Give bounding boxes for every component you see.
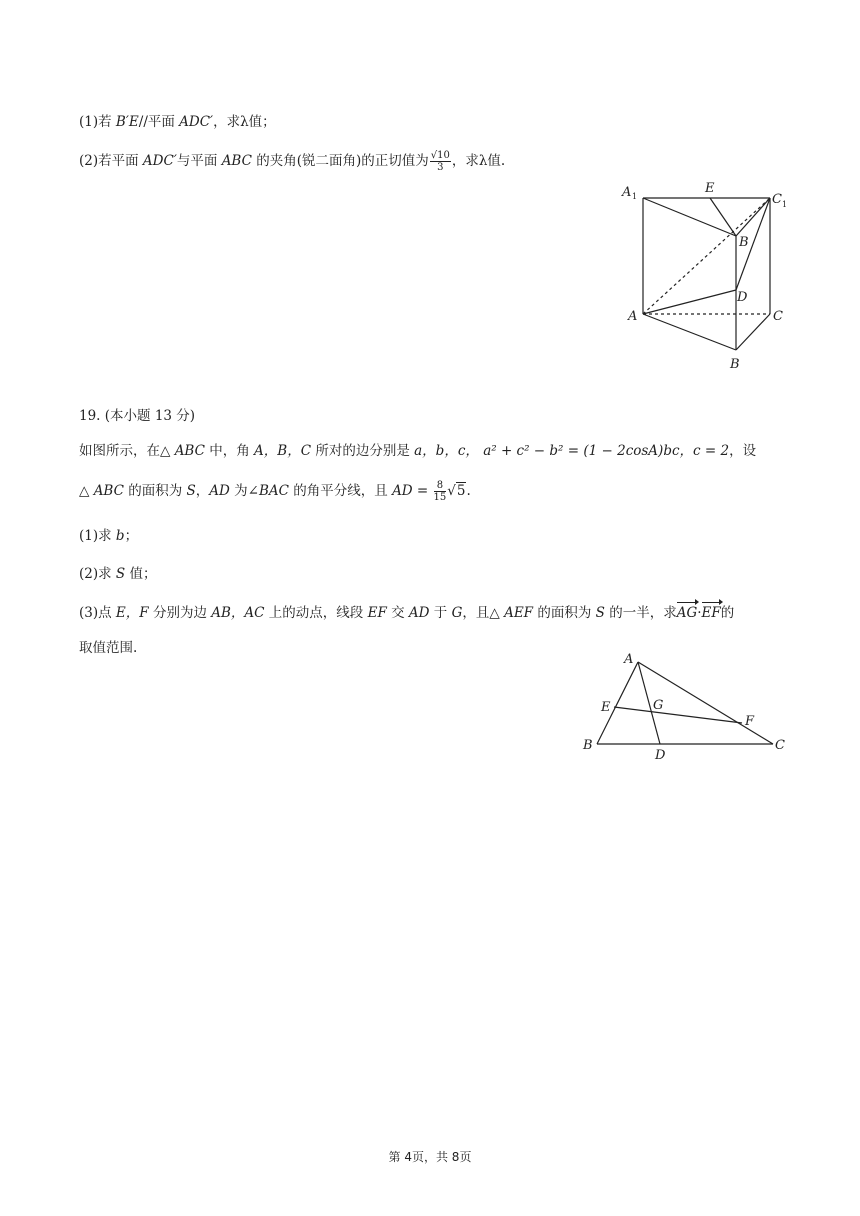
prism-figure bbox=[615, 178, 795, 378]
label-g: G bbox=[653, 698, 664, 713]
label-c1-sub: 1 bbox=[782, 200, 788, 209]
q19-part2: (2)求 S 值； bbox=[79, 566, 157, 582]
q19-part3: (3)点 E，F 分别为边 AB，AC 上的动点，线段 EF 交 AD 于 G，且△ AEF 的面积为 S 的一半，求AG·EF的 bbox=[79, 602, 734, 623]
edge-a-c1-dashed bbox=[643, 198, 770, 314]
q18-part2: (2)若平面 ADC′与平面 ABC 的夹角(锐二面角)的正切值为 $\frac{√10}{3}$ ，求λ值. bbox=[79, 150, 506, 173]
sqrt5: √5 bbox=[447, 483, 466, 499]
q19-part1: (1)求 b； bbox=[79, 528, 139, 544]
triangle-figure bbox=[580, 645, 795, 765]
edge-c1-b1 bbox=[736, 198, 770, 236]
q19-part3-line2: 取值范围. bbox=[79, 640, 138, 656]
label-d: D bbox=[655, 748, 666, 763]
label-e: E bbox=[705, 181, 715, 196]
edge-a-b bbox=[643, 314, 736, 350]
label-b: B bbox=[583, 738, 593, 753]
tangent-fraction: $\frac{√10}{3}$ bbox=[430, 150, 450, 173]
vector-ag: AG bbox=[677, 602, 698, 623]
label-b: B bbox=[730, 357, 740, 372]
label-f: F bbox=[745, 714, 755, 729]
q19-line2: △ ABC 的面积为 S，AD 为∠BAC 的角平分线，且 AD = $\frac{8}{15}$ √5. bbox=[79, 480, 471, 503]
label-d: D bbox=[737, 290, 748, 305]
edge-a1-b1 bbox=[643, 198, 736, 236]
label-c: C bbox=[775, 738, 785, 753]
ad-fraction: $\frac{8}{15}$ bbox=[433, 480, 447, 503]
page-footer: 第 4页，共 8页 bbox=[388, 1150, 472, 1164]
label-e: E bbox=[601, 700, 611, 715]
label-a: A bbox=[628, 309, 638, 324]
label-a1-sub: 1 bbox=[632, 192, 638, 201]
segment-ef bbox=[614, 707, 742, 723]
label-a: A bbox=[624, 652, 634, 667]
label-c: C bbox=[773, 309, 783, 324]
edge-b-c bbox=[736, 314, 770, 350]
vector-ef: EF bbox=[702, 602, 721, 623]
q19-header: 19. (本小题 13 分) bbox=[79, 408, 196, 424]
q19-line1: 如图所示，在△ ABC 中，角 A，B，C 所对的边分别是 a，b，c， a² + c² − b² = (1 − 2cosA)bc，c = 2，设 bbox=[79, 443, 757, 459]
label-a1: A bbox=[622, 185, 632, 200]
q18-part1: (1)若 B′E//平面 ADC′，求λ值； bbox=[79, 114, 276, 130]
label-b1: B bbox=[739, 235, 749, 250]
label-c1: C bbox=[772, 192, 782, 207]
